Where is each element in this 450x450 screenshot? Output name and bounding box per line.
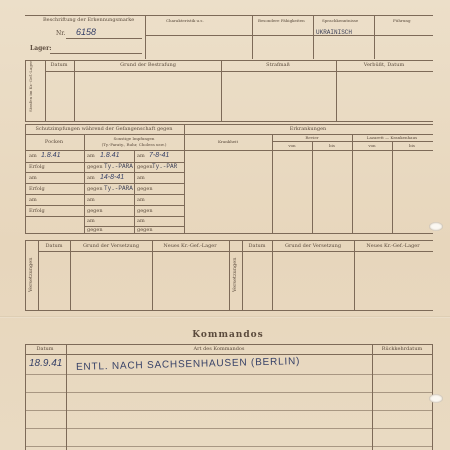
rule: [272, 240, 273, 310]
rule: [352, 134, 353, 233]
row-am: am: [137, 153, 145, 159]
row-am: am: [137, 218, 145, 224]
row-erfolg: Erfolg: [29, 208, 45, 214]
rule: [25, 183, 184, 184]
rule: [372, 344, 373, 450]
kommandos-rueckkehr-header: Rückkehrdatum: [381, 346, 423, 352]
rule: [145, 35, 433, 36]
kommandos-title: Kommandos: [192, 330, 264, 340]
rule: [25, 240, 26, 310]
lager-underline: [50, 53, 142, 54]
revier-header: Revier: [305, 135, 319, 140]
charakteristik-label: Charakteristik u.s.: [166, 18, 204, 23]
rule: [374, 15, 375, 59]
row-am: am: [87, 153, 95, 159]
versetzungen-datum-right: Datum: [248, 243, 266, 249]
impfungen-title: Schutzimpfungen während der Gefangenschaft gegen: [35, 126, 173, 132]
revier-von: von: [288, 143, 296, 148]
row-am: am: [29, 153, 37, 159]
kommando-date: 18.9.41: [29, 358, 63, 369]
row-am: am: [137, 197, 145, 203]
sonstige-date1: 1.8.41: [100, 152, 120, 159]
versetzungen-lager-left: Neues Kr.-Gef.-Lager: [163, 243, 217, 249]
sprachkenntnisse-label: Sprachkenntnisse: [322, 18, 359, 23]
rule-dotted: [312, 141, 313, 233]
erkennungsmarke-label: Beschriftung der Erkennungsmarke: [43, 17, 135, 23]
rule: [242, 240, 243, 310]
row-gegen: gegen: [137, 186, 153, 192]
row-gegen: gegen: [137, 164, 153, 170]
row-gegen: gegen: [137, 208, 153, 214]
rule: [25, 205, 184, 206]
row-erfolg: Erfolg: [29, 186, 45, 192]
kommandos-datum-header: Datum: [36, 346, 54, 352]
versetzungen-grund-left: Grund der Versetzung: [82, 243, 140, 249]
lager-label: Lager:: [30, 45, 52, 52]
rule: [336, 60, 337, 121]
sonstige-gegen3: Ty.-PARA: [104, 185, 133, 192]
rule: [25, 233, 433, 234]
rule: [25, 446, 433, 447]
rule: [229, 240, 230, 310]
faehigkeiten-label: Besondere Fähigkeiten: [258, 18, 305, 23]
rule: [38, 240, 39, 310]
row-am: am: [137, 175, 145, 181]
nr-value: 6158: [76, 27, 97, 37]
lazarett-bis: bis: [409, 143, 415, 148]
rule-dotted: [392, 141, 393, 233]
rule: [152, 240, 153, 310]
rule: [25, 428, 433, 429]
lazarett-header: Lazarett — Krankenhaus: [366, 135, 418, 140]
sprachkenntnisse-value: UKRAINISCH: [316, 29, 353, 36]
fold-crease: [0, 316, 450, 318]
rule: [25, 392, 433, 393]
row-gegen: gegen: [87, 208, 103, 214]
rule: [25, 374, 433, 375]
rule: [145, 15, 146, 59]
sonstige-subheader: (Ty.-Paraty., Ruhr, Cholera usw.): [101, 142, 167, 147]
rule: [25, 15, 433, 16]
rule: [25, 344, 26, 450]
rule: [354, 240, 355, 310]
sonstige-gegen1: Ty.-PARA: [104, 163, 133, 170]
rule: [313, 15, 314, 59]
rule: [25, 310, 433, 311]
rule: [252, 15, 253, 59]
row-gegen: gegen: [137, 227, 153, 233]
rule: [272, 134, 273, 233]
sonstige-date2: 7-8-41: [149, 152, 170, 159]
versetzungen-side-label-right: Versetzungen: [232, 257, 238, 292]
rule: [221, 60, 222, 121]
revier-bis: bis: [329, 143, 335, 148]
rule: [66, 344, 67, 450]
rule: [25, 60, 26, 121]
rule: [184, 124, 185, 233]
erkrankungen-title: Erkrankungen: [289, 126, 327, 132]
sonstige-gegen2: Ty.-PAR: [152, 163, 178, 170]
pocken-header: Pocken: [44, 139, 64, 145]
punch-hole: [429, 394, 443, 403]
row-erfolg: Erfolg: [29, 164, 45, 170]
row-am: am: [87, 175, 95, 181]
versetzungen-side-label-left: Versetzungen: [28, 257, 34, 292]
rule: [25, 194, 184, 195]
versetzungen-lager-right: Neues Kr.-Gef.-Lager: [366, 243, 420, 249]
strafen-verbuesst-header: Verbüßt, Datum: [363, 62, 405, 68]
row-gegen: gegen: [87, 164, 103, 170]
sonstige-header: Sonstige Impfungen: [113, 136, 155, 141]
row-am: am: [87, 197, 95, 203]
rule: [74, 60, 75, 121]
pocken-date: 1.8.41: [41, 152, 61, 159]
rule: [25, 124, 433, 125]
punch-hole: [429, 222, 443, 231]
rule: [25, 121, 433, 122]
fuehrung-label: Führung: [393, 18, 411, 23]
strafen-datum-header: Datum: [50, 62, 68, 68]
strafen-strafmass-header: Strafmaß: [266, 62, 290, 68]
rule: [25, 172, 184, 173]
sonstige-date3: 14-8-41: [100, 174, 125, 181]
strafen-grund-header: Grund der Bestrafung: [120, 62, 176, 68]
rule: [25, 150, 433, 151]
row-am: am: [87, 218, 95, 224]
strafen-side-label: Strafen im Kr.-Gef.-Lager: [28, 60, 33, 112]
rule: [70, 240, 71, 310]
kommando-text: ENTL. NACH SACHSENHAUSEN (BERLIN): [75, 356, 301, 373]
nr-label: Nr.: [56, 30, 66, 37]
row-am: am: [29, 197, 37, 203]
kommandos-art-header: Art des Kommandos: [193, 346, 245, 352]
lazarett-von: von: [368, 143, 376, 148]
rule: [25, 60, 433, 61]
versetzungen-grund-right: Grund der Versetzung: [284, 243, 342, 249]
row-am: am: [29, 175, 37, 181]
nr-underline: [66, 38, 142, 39]
versetzungen-datum-left: Datum: [45, 243, 63, 249]
rule: [25, 410, 433, 411]
rule: [38, 251, 433, 252]
krankheit-header: Krankheit: [217, 139, 239, 144]
rule: [45, 71, 433, 72]
rule: [45, 60, 46, 121]
row-gegen: gegen: [87, 227, 103, 233]
row-gegen: gegen: [87, 186, 103, 192]
rule: [25, 216, 184, 217]
